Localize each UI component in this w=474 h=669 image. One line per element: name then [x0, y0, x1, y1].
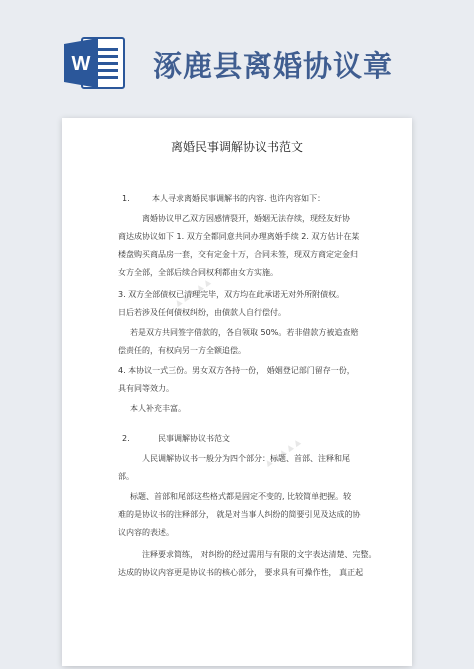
body-line: 商达成协议如下 1. 双方全都同意共同办理离婚手续 2. 双方估计在某 — [118, 232, 360, 241]
body-line: 难的是协议书的注释部分， 就是对当事人纠纷的简要引见及达成的协 — [118, 510, 361, 519]
body-line: 离婚协议甲乙双方因感情裂开，婚姻无法存续，现经友好协 — [142, 214, 350, 223]
page-header — [0, 0, 474, 110]
body-line: 标题、首部和尾部这些格式都是固定不变的, 比较简单把握。较 — [130, 492, 352, 501]
body-line: 具有同等效力。 — [118, 384, 174, 393]
page-title: 涿鹿县离婚协议章 — [153, 49, 394, 83]
watermark: ▲ ▲ ▲ ▲ ▲ — [173, 277, 212, 308]
body-line: 4. 本协议一式三份。男女双方各持一份， 婚姻登记部门留存一份， — [118, 366, 355, 375]
body-line: 部。 — [118, 472, 134, 481]
body-line: 楼盘购买商品房一套，交有定金十万，合同未签，现双方商定定金归 — [118, 250, 358, 259]
body-line: 女方全部，全部后续合同权利都由女方实施。 — [118, 268, 278, 277]
body-line: 偿责任的，有权向另一方全额追偿。 — [118, 346, 246, 355]
section-number: 1. — [122, 194, 130, 203]
section-intro: 本人寻求离婚民事调解书的内容. 也许内容如下： — [152, 194, 326, 203]
body-line: 本人补充丰富。 — [130, 404, 186, 413]
svg-text:W: W — [71, 53, 91, 75]
body-line: 日后若涉及任何债权纠纷，由债款人自行偿付。 — [118, 308, 286, 317]
watermark: ▲ ▲ ▲ ▲ ▲ — [263, 437, 302, 468]
body-line: 人民调解协议书一般分为四个部分：标题、首部、注释和尾 — [142, 454, 350, 463]
section-heading: 民事调解协议书范文 — [158, 434, 230, 443]
body-line: 3. 双方全部债权已清理完毕，双方均在此承诺无对外所附债权。 — [118, 290, 345, 299]
body-line: 议内容的表述。 — [118, 528, 174, 537]
word-icon — [64, 36, 126, 90]
body-line: 注释要求简练， 对纠纷的经过需用与有限的文字表达清楚、完整。 — [142, 550, 377, 559]
section-number: 2. — [122, 434, 130, 443]
document-heading: 离婚民事调解协议书范文 — [170, 140, 303, 154]
body-line: 达成的协议内容更是协议书的核心部分， 要求具有可操作性， 真正起 — [118, 568, 364, 577]
document-page — [62, 118, 412, 666]
body-line: 若是双方共同签字借款的，各自领取 50%。若非借款方被追查赔 — [130, 328, 359, 337]
